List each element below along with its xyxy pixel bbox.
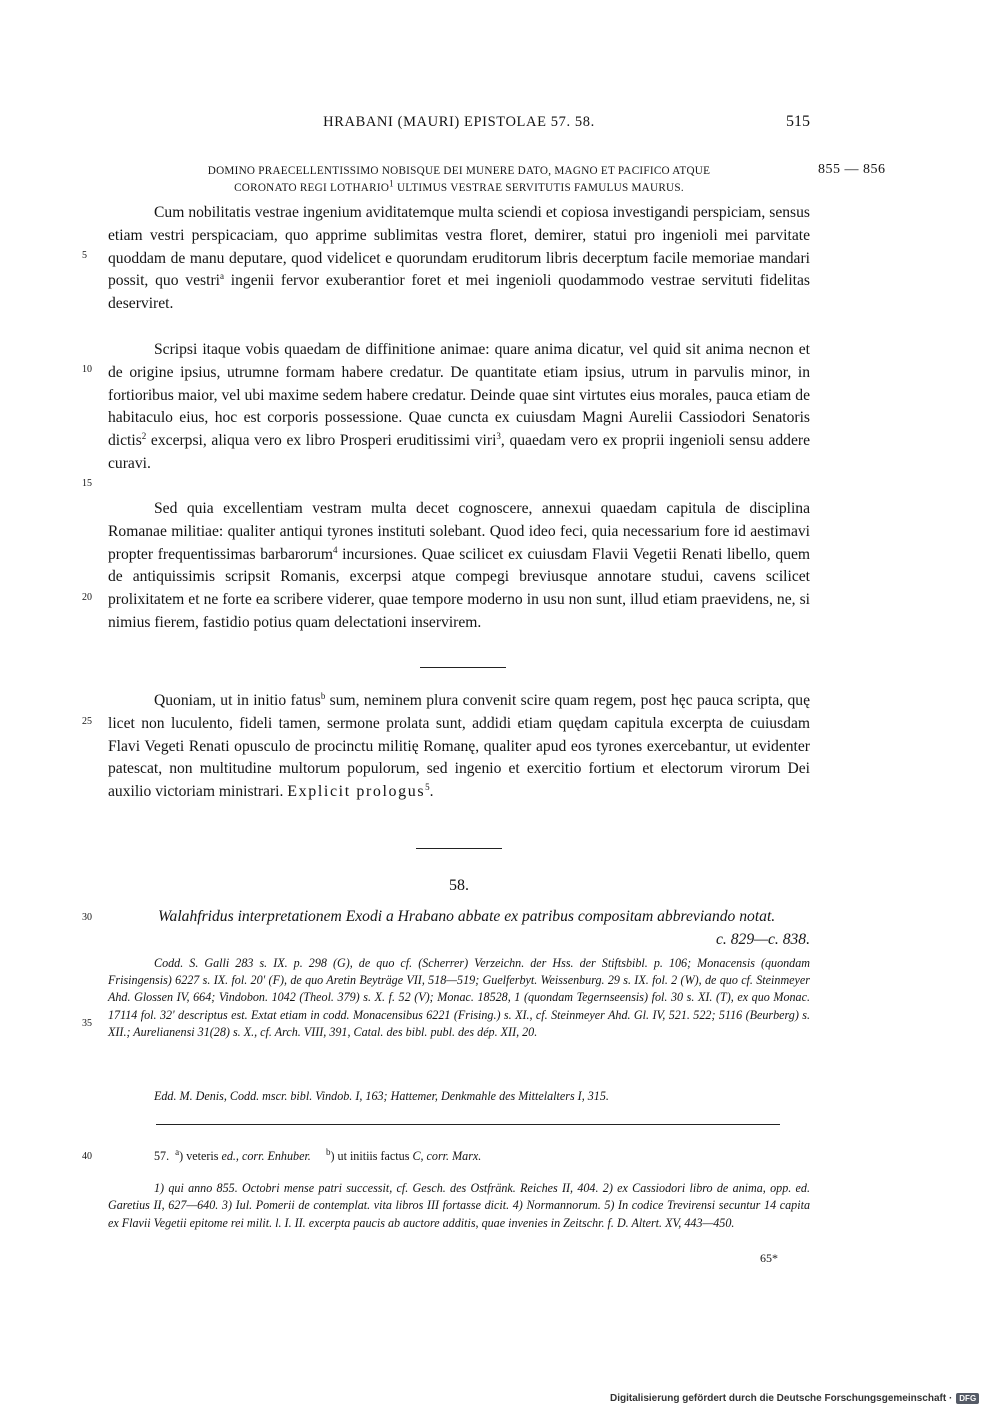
digitization-text: Digitalisierung gefördert durch die Deutsche Forschungsgemeinschaft · bbox=[610, 1393, 953, 1404]
salutation-line-1: DOMINO PRAECELLENTISSIMO NOBISQUE DEI MUNERE DATO, MAGNO ET PACIFICO ATQUE bbox=[207, 165, 711, 177]
footnote-ref-3: 3 bbox=[496, 431, 501, 441]
crit-mark-a: a bbox=[175, 1146, 180, 1157]
explicit-prologus: Explicit prologus bbox=[287, 783, 426, 801]
p4-text-b: sum, neminem plura convenit scire quam regem, post hęc pauca scripta, quę licet non luculento, fideli tamen, sermone prolata sunt, addidi etiam quędam capitula excerpta de cuiusdam Flavi Vegeti Renati opusculo de procinctu militię Romanę, qualiter apud eos tyrones exercebantur, ut evidenter patescat, non multitudine multorum populorum, sed ingenio et exercitio fortium et electorum virorum Dei auxilio victoriam ministrari. bbox=[108, 692, 810, 801]
salutation-line-2-a: CORONATO REGI LOTHARIO bbox=[234, 182, 390, 194]
crit-ital-b: C, corr. Marx. bbox=[412, 1149, 482, 1163]
p2-text-a: Scripsi itaque vobis quaedam de diffinitione animae: quare anima dicatur, vel quid sit anima necnon et de origine ipsius, utrumne formam habere credatur. De quantitate etiam ipsius, utrum in parvulis minor, in fortioribus maior, vel ubi maxime sedem habere credatur. Deinde quae sint virtutes eius morales, pauca etiam de habitaculo eius, hoc est corporis possessione. Quae cuncta ex cuiusdam Magni Aurelii Cassiodori Senatoris dictis bbox=[108, 341, 810, 450]
salutation bbox=[108, 163, 810, 197]
line-number-20: 20 bbox=[82, 592, 92, 603]
page-number: 515 bbox=[786, 113, 810, 130]
p3-text-b: incursiones. Quae scilicet ex cuiusdam Flavii Vegetii Renati libello, quem de antiquissimis scripsit Romanis, excerpsi atque compegi breviusque annotare studui, cavens scilicet prolixitatem et ne forte ea scribere viderer, quae tempore moderno in usu non sunt, illud etiam praevidens, ne, si nimius fierem, fastidio potius quam delectationi inservirem. bbox=[108, 545, 810, 631]
line-number-10: 10 bbox=[82, 364, 92, 375]
section-divider bbox=[416, 848, 502, 849]
separator-rule-short bbox=[420, 667, 506, 668]
line-number-15: 15 bbox=[82, 478, 92, 489]
p4-text-a: Quoniam, ut in initio fatus bbox=[154, 692, 321, 709]
p2-text-b: excerpsi, aliqua vero ex libro Prosperi eruditissimi viri bbox=[146, 432, 497, 450]
line-number-5: 5 bbox=[82, 250, 87, 261]
footnote-ref-2: 2 bbox=[141, 431, 147, 441]
salutation-line-2-b: ULTIMUS VESTRAE SERVITUTIS FAMULUS MAURUS. bbox=[393, 182, 684, 194]
salutation-line-2 bbox=[108, 180, 810, 197]
apparatus-ref-b: b bbox=[320, 690, 326, 701]
crit-mark-b: b bbox=[325, 1146, 331, 1157]
footnotes: 1) qui anno 855. Octobri mense patri successit, cf. Gesch. des Ostfränk. Reiches II, 404. 2) ex Cassiodori libro de anima, opp. ed. Garetius II, 627—640. 3) Iul. Pomerii de contemplat. vita libros III fortasse dicit. 4) Normannorum. 5) In codice Trevirensi secuntur 14 capita ex Flavii Vegetii epitome rei milit. l. I. II. excerpta paucis ab auctore additis, quae invenies in Zeitschr. f. D. Altert. XV, 443—450. bbox=[108, 1181, 810, 1230]
paragraph-2 bbox=[108, 339, 810, 476]
section-number: 58. bbox=[449, 877, 469, 894]
crit-text-b: ) ut initiis factus bbox=[330, 1149, 413, 1163]
line-number-40: 40 bbox=[82, 1151, 92, 1162]
paragraph-4 bbox=[108, 690, 810, 804]
section-date: c. 829—c. 838. bbox=[716, 930, 810, 948]
line-number-30: 30 bbox=[82, 912, 92, 923]
digitization-credit bbox=[610, 1393, 979, 1404]
running-head-title: HRABANI (MAURI) EPISTOLAE 57. 58. bbox=[323, 114, 595, 130]
crit-ital-a: ed., corr. Enhuber. bbox=[221, 1149, 311, 1163]
apparatus-ref-a: a bbox=[219, 271, 224, 282]
p4-end: . bbox=[429, 783, 434, 801]
section-heading-text: Walahfridus interpretationem Exodi a Hrabano abbate ex patribus compositam abbreviando notat. bbox=[158, 908, 776, 925]
margin-date: 855 — 856 bbox=[818, 162, 886, 177]
line-number-25: 25 bbox=[82, 716, 92, 727]
footnote-ref-4: 4 bbox=[332, 544, 338, 555]
manuscript-list: Codd. S. Galli 283 s. IX. p. 298 (G), de quo cf. (Scherrer) Verzeichn. der Hss. der Stiftsbibl. p. 106; Monacensis (quondam Frisingensis) 6227 s. IX. fol. 20' (F), de quo Aretin Beyträge VII, 518—519; Guelferbyt. Weissenburg. 29 s. IX. fol. 2 (W), de quo cf. Steinmeyer Ahd. Glossen IV, 664; Vindobon. 1042 (Theol. 379) s. X. f. 52 (V); Monac. 18528, 1 (quondam Tegernseensis) fol. 30 s. XI. (T), ex quo Monac. 17114 fol. 32' descriptus est. Extat etiam in codd. Monacensibus 6221 (Frising.) s. XI., cf. Steinmeyer Ahd. Gl. IV, 521. 522; 5116 (Beurberg) s. XII.; Aurelianensi 31(28) s. X., cf. Arch. VIII, 391, Catal. des bibl. publ. des dép. XII, 20. bbox=[108, 956, 810, 1039]
p2-text-c: , quaedam vero ex proprii ingenioli sensu addere curavi. bbox=[108, 432, 811, 472]
paragraph-1 bbox=[108, 202, 810, 316]
footnote-ref-1: 1 bbox=[389, 178, 394, 189]
p1-text-b: ingenii fervor exuberantior foret et mei ingenioli quodammodo vestrae servituti fidelitas deserviret. bbox=[108, 272, 810, 313]
p3-text-a: Sed quia excellentiam vestram multa decet cognoscere, annexui quaedam capitula de disciplina Romanae militiae: qualiter antiqui tyrones instituti solebant. Quod ideo feci, quia necessarium fore id aestimavi propter frequentissimas barbarorum bbox=[108, 500, 810, 563]
crit-num: 57. bbox=[154, 1149, 170, 1163]
p1-text-a: Cum nobilitatis vestrae ingenium aviditatemque multa sciendi et copiosa investigandi perspiciam, sensus etiam vestri perspicaciam, quo apprime sublimitas vestra floret, demirer, statui pro ingenioli mei parvitate quoddam de manu deputare, quod videlicet e quorundam eruditorum libris decerptum facile memoriae mandari possit, quo vestri bbox=[108, 204, 810, 290]
critical-apparatus bbox=[108, 1148, 810, 1165]
sheet-signature: 65* bbox=[760, 1251, 778, 1265]
line-number-35: 35 bbox=[82, 1018, 92, 1029]
dfg-logo-icon: DFG bbox=[956, 1393, 979, 1404]
footnote-rule bbox=[156, 1124, 780, 1125]
section-heading bbox=[108, 906, 810, 952]
running-head bbox=[108, 114, 810, 136]
editions-list: Edd. M. Denis, Codd. mscr. bibl. Vindob. I, 163; Hattemer, Denkmahle des Mittelalters I, 315. bbox=[154, 1089, 609, 1103]
paragraph-3 bbox=[108, 498, 810, 635]
crit-text-a: ) veteris bbox=[179, 1149, 222, 1163]
footnote-ref-5: 5 bbox=[425, 782, 430, 792]
